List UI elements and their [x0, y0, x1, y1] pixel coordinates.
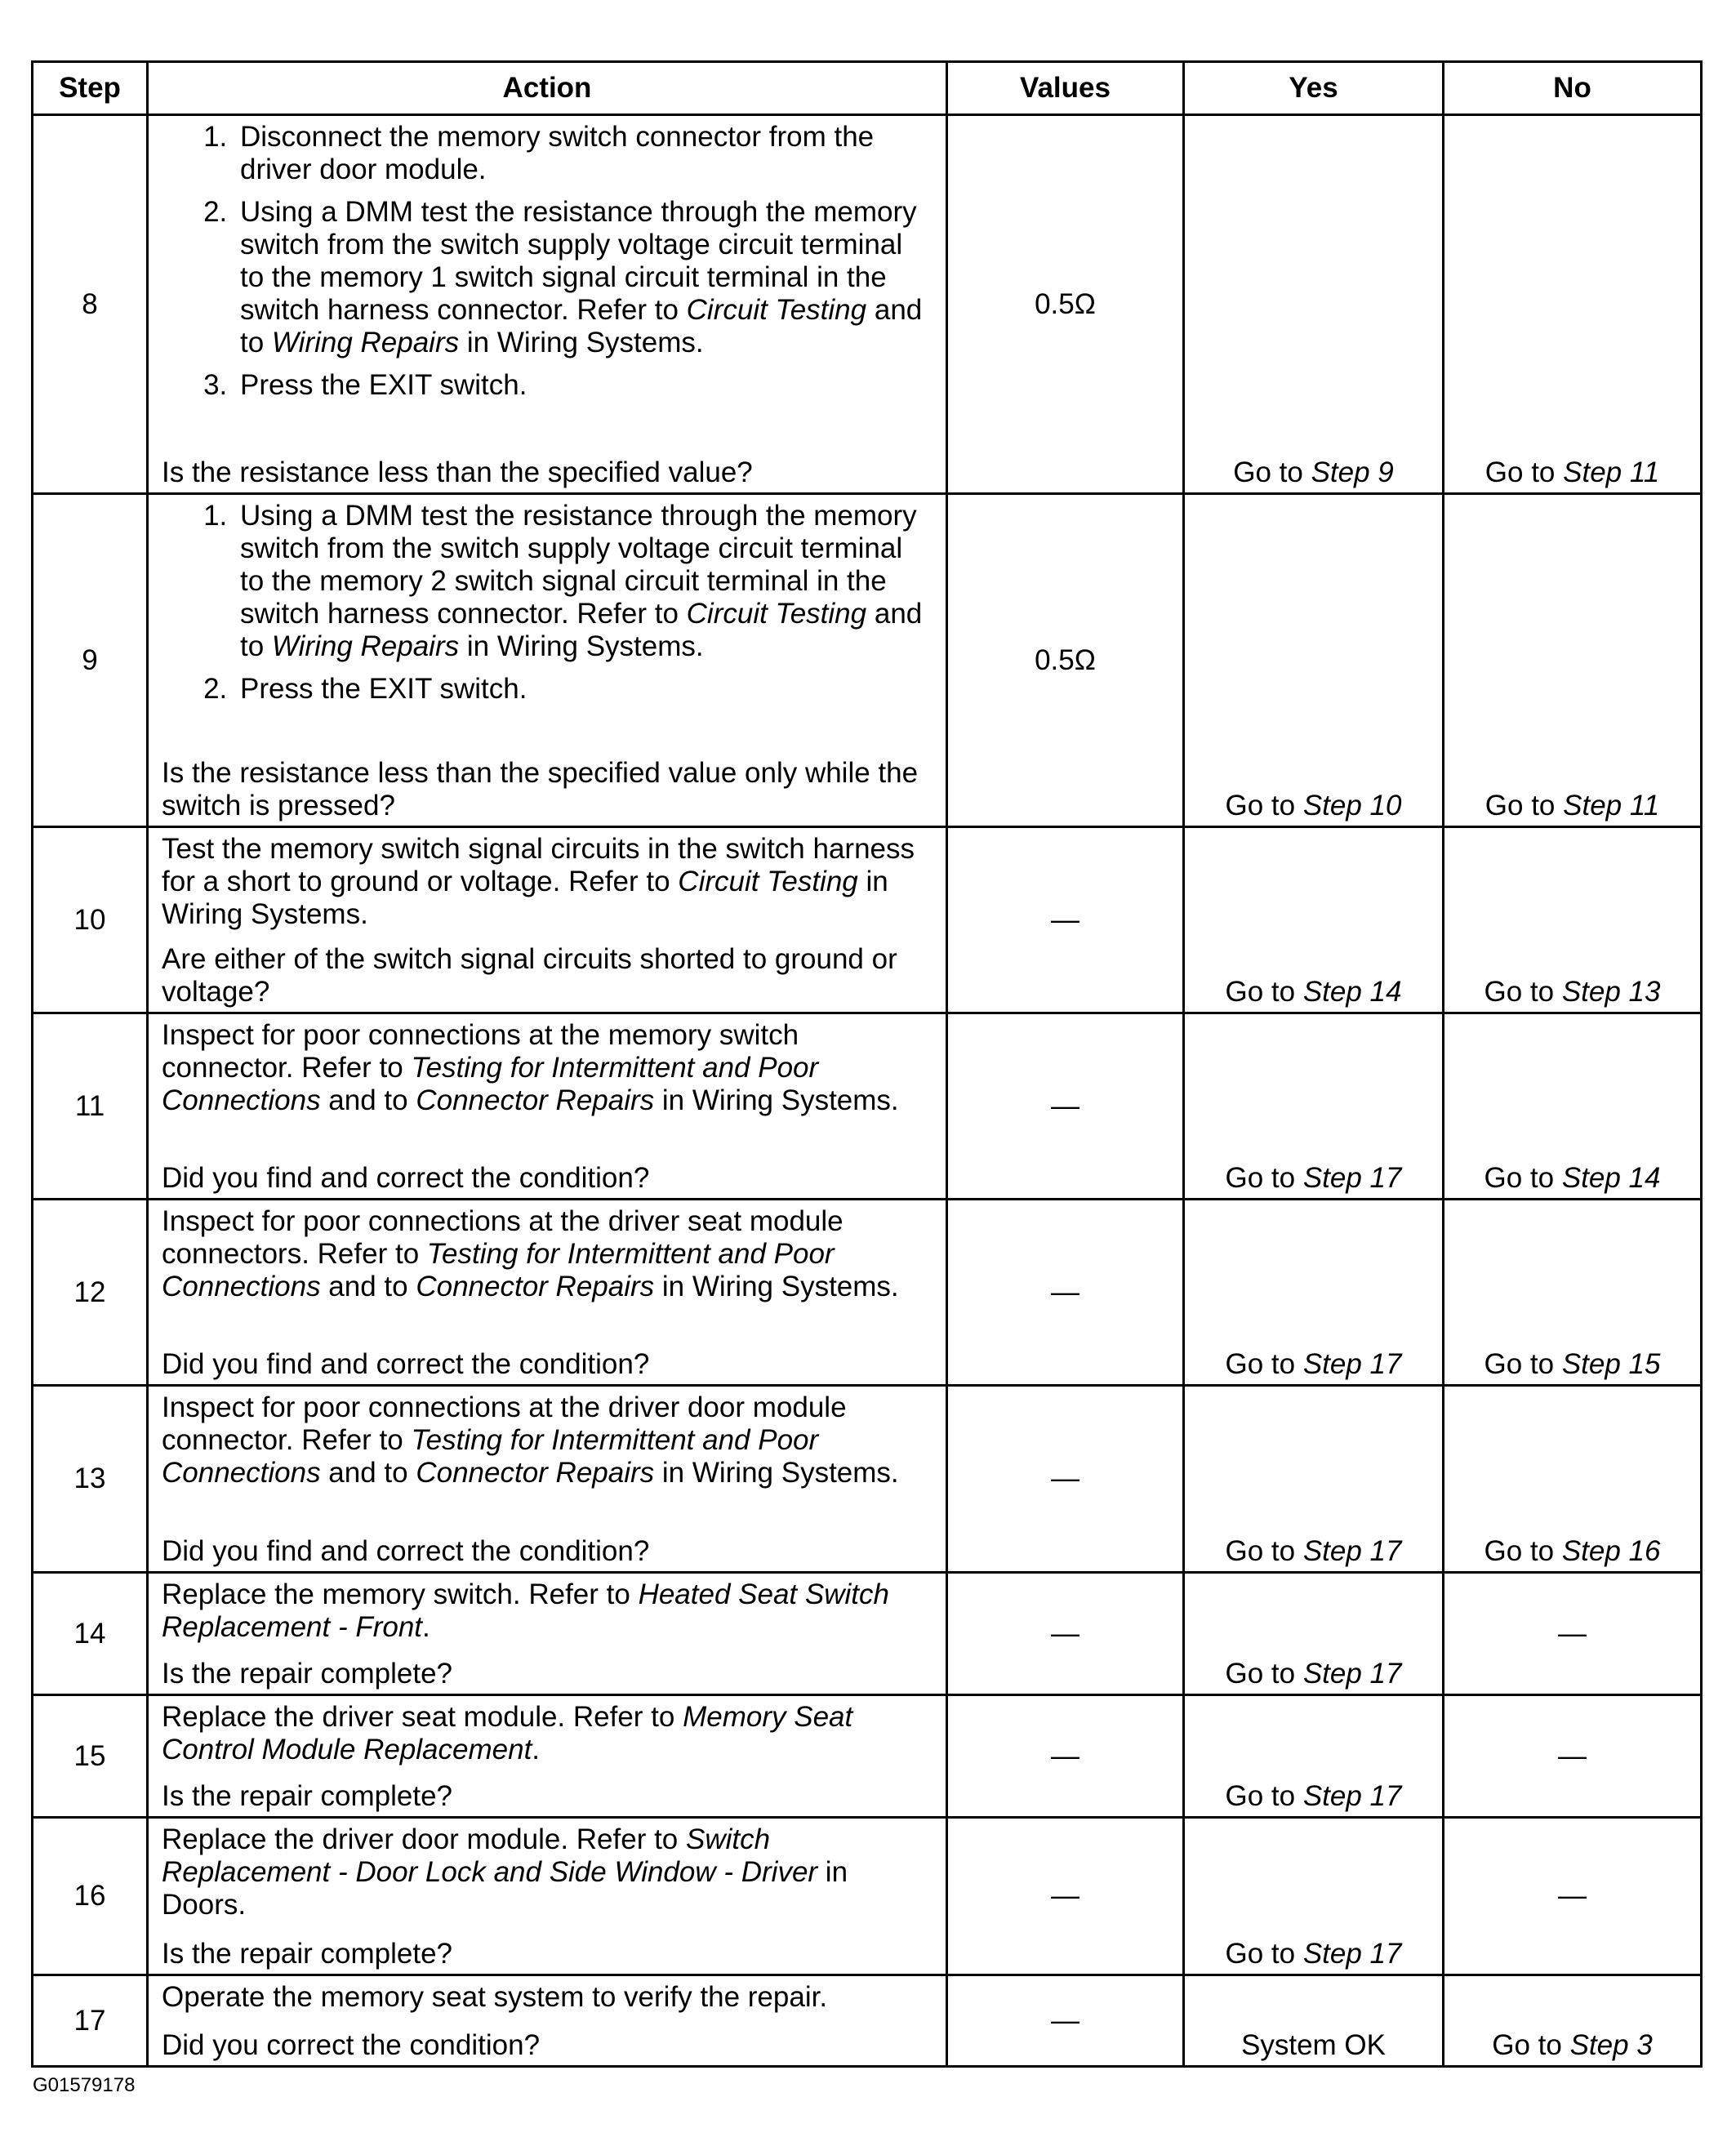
- action-content: [162, 121, 934, 489]
- text-run: in Wiring Systems.: [162, 866, 888, 930]
- action-question: Did you find and correct the condition?: [162, 1348, 650, 1380]
- no-result: [1444, 115, 1702, 494]
- reference-link-text: Step 14: [1302, 976, 1402, 1008]
- action-cell: [148, 1573, 947, 1695]
- text-run: Go to: [1484, 976, 1562, 1008]
- values-cell: —: [947, 827, 1184, 1013]
- action-cell: [148, 1975, 947, 2067]
- table-row: [33, 827, 1702, 1013]
- reference-link-text: Circuit Testing: [686, 294, 867, 326]
- reference-link-text: Circuit Testing: [678, 866, 858, 897]
- header-no: No: [1444, 62, 1702, 115]
- yes-result: [1184, 115, 1444, 494]
- yes-result: [1184, 1695, 1444, 1818]
- action-substeps: [162, 121, 934, 402]
- values-cell: —: [947, 1200, 1184, 1386]
- list-item: [235, 673, 934, 706]
- text-run: Press the EXIT switch.: [240, 673, 527, 705]
- table-body: [33, 115, 1702, 2067]
- text-run: and to: [320, 1084, 416, 1116]
- yes-result: [1184, 1200, 1444, 1386]
- text-run: and to: [240, 294, 923, 358]
- text-run: in Doors.: [162, 1856, 848, 1921]
- action-content: [162, 1823, 934, 1970]
- table-row: [33, 1695, 1702, 1818]
- reference-link-text: Memory Seat Control Module Replacement: [162, 1701, 853, 1765]
- action-content: [162, 1391, 934, 1568]
- header-values: Values: [947, 62, 1184, 115]
- action-instructions: [162, 1823, 934, 1938]
- action-text: [162, 1823, 934, 1921]
- reference-link-text: Step 11: [1563, 456, 1660, 488]
- action-instructions: [162, 1391, 934, 1535]
- no-result: [1444, 494, 1702, 827]
- no-result: [1444, 1975, 1702, 2067]
- no-result: —: [1444, 1818, 1702, 1975]
- values-cell: —: [947, 1975, 1184, 2067]
- action-cell: [148, 827, 947, 1013]
- text-run: Inspect for poor connections at the driver door module connector. Refer to: [162, 1391, 847, 1456]
- reference-link-text: Step 3: [1569, 2029, 1653, 2061]
- text-run: Go to: [1225, 1535, 1303, 1567]
- reference-link-text: Step 17: [1302, 1658, 1402, 1690]
- no-result: [1444, 1200, 1702, 1386]
- text-run: in Wiring Systems.: [654, 1457, 899, 1489]
- yes-result: [1184, 1975, 1444, 2067]
- reference-link-text: Step 15: [1561, 1348, 1661, 1380]
- values-cell: —: [947, 1818, 1184, 1975]
- action-instructions: [162, 1205, 934, 1348]
- action-text: [162, 1981, 934, 2014]
- no-result: —: [1444, 1573, 1702, 1695]
- text-run: Go to: [1225, 976, 1303, 1008]
- action-question: Did you correct the condition?: [162, 2029, 541, 2061]
- action-cell: [148, 1013, 947, 1200]
- text-run: Go to: [1225, 1780, 1303, 1812]
- text-run: Go to: [1233, 456, 1311, 488]
- text-run: Test the memory switch signal circuits in the switch harness for a short to ground or voltage. Refer to: [162, 833, 915, 897]
- text-run: Replace the memory switch. Refer to: [162, 1578, 639, 1610]
- action-cell: [148, 1386, 947, 1573]
- figure-id: G01579178: [33, 2074, 136, 2096]
- action-question: Is the resistance less than the specified value?: [162, 456, 753, 488]
- reference-link-text: Step 11: [1563, 790, 1660, 821]
- values-cell: —: [947, 1695, 1184, 1818]
- table-row: [33, 115, 1702, 494]
- action-cell: [148, 115, 947, 494]
- reference-link-text: Step 9: [1311, 456, 1394, 488]
- action-instructions: [162, 833, 934, 943]
- text-run: Go to: [1492, 2029, 1570, 2061]
- text-run: in Wiring Systems.: [654, 1271, 899, 1302]
- step-number: 10: [33, 827, 148, 1013]
- yes-result: [1184, 827, 1444, 1013]
- text-run: Replace the driver door module. Refer to: [162, 1823, 686, 1855]
- text-run: Press the EXIT switch.: [240, 369, 527, 401]
- table-row: [33, 1818, 1702, 1975]
- action-cell: [148, 1695, 947, 1818]
- text-run: System OK: [1241, 2029, 1386, 2061]
- action-content: [162, 1578, 934, 1690]
- text-run: Using a DMM test the resistance through the memory switch from the switch supply voltage circuit terminal to the memory 2 switch signal circuit terminal in the switch harness connector. Refer to: [240, 500, 917, 630]
- action-question: Is the resistance less than the specified value only while the switch is pressed?: [162, 757, 919, 821]
- step-number: 12: [33, 1200, 148, 1386]
- text-run: Go to: [1485, 456, 1564, 488]
- list-item: [235, 369, 934, 402]
- table-row: [33, 1573, 1702, 1695]
- list-item: [235, 196, 934, 359]
- text-run: and to: [240, 598, 923, 662]
- action-cell: [148, 494, 947, 827]
- text-run: .: [532, 1734, 541, 1765]
- header-step: Step: [33, 62, 148, 115]
- text-run: Go to: [1225, 1348, 1303, 1380]
- action-content: [162, 1981, 934, 2062]
- action-content: [162, 833, 934, 1008]
- text-run: and to: [320, 1271, 416, 1302]
- action-instructions: [162, 1578, 934, 1658]
- diagnostic-steps-table: [31, 60, 1703, 2068]
- action-instructions: [162, 1981, 934, 2029]
- text-run: in Wiring Systems.: [654, 1084, 899, 1116]
- action-instructions: [162, 121, 934, 456]
- action-question: Is the repair complete?: [162, 1780, 453, 1812]
- reference-link-text: Step 17: [1302, 1938, 1402, 1970]
- reference-link-text: Circuit Testing: [686, 598, 867, 630]
- reference-link-text: Step 14: [1561, 1162, 1661, 1194]
- yes-result: [1184, 1386, 1444, 1573]
- table-header-row: [33, 62, 1702, 115]
- reference-link-text: Testing for Intermittent and Poor Connections: [162, 1424, 819, 1489]
- values-cell: 0.5Ω: [947, 494, 1184, 827]
- no-result: —: [1444, 1695, 1702, 1818]
- reference-link-text: Testing for Intermittent and Poor Connections: [162, 1052, 819, 1116]
- reference-link-text: Heated Seat Switch Replacement - Front: [162, 1578, 889, 1643]
- values-cell: 0.5Ω: [947, 115, 1184, 494]
- step-number: 9: [33, 494, 148, 827]
- action-content: [162, 1701, 934, 1813]
- header-yes: Yes: [1184, 62, 1444, 115]
- no-result: [1444, 1013, 1702, 1200]
- text-run: Go to: [1484, 1535, 1562, 1567]
- action-cell: [148, 1818, 947, 1975]
- text-run: Replace the driver seat module. Refer to: [162, 1701, 683, 1733]
- reference-link-text: Step 13: [1561, 976, 1661, 1008]
- action-substeps: [162, 500, 934, 706]
- no-result: [1444, 827, 1702, 1013]
- reference-link-text: Step 17: [1302, 1348, 1402, 1380]
- reference-link-text: Connector Repairs: [416, 1084, 655, 1116]
- action-instructions: [162, 1701, 934, 1780]
- values-cell: —: [947, 1573, 1184, 1695]
- table-row: [33, 1386, 1702, 1573]
- table-row: [33, 494, 1702, 827]
- step-number: 8: [33, 115, 148, 494]
- text-run: Go to: [1225, 1162, 1303, 1194]
- text-run: and to: [320, 1457, 416, 1489]
- table-row: [33, 1200, 1702, 1386]
- text-run: Inspect for poor connections at the memory switch connector. Refer to: [162, 1019, 799, 1084]
- text-run: Go to: [1484, 1162, 1562, 1194]
- action-content: [162, 1205, 934, 1381]
- step-number: 15: [33, 1695, 148, 1818]
- step-number: 17: [33, 1975, 148, 2067]
- text-run: Using a DMM test the resistance through the memory switch from the switch supply voltage circuit terminal to the memory 1 switch signal circuit terminal in the switch harness connector. Refer to: [240, 196, 917, 326]
- action-question: Is the repair complete?: [162, 1658, 453, 1690]
- action-text: [162, 1701, 934, 1766]
- reference-link-text: Connector Repairs: [416, 1457, 655, 1489]
- action-text: [162, 1205, 934, 1303]
- reference-link-text: Connector Repairs: [416, 1271, 655, 1302]
- action-question: Are either of the switch signal circuits shorted to ground or voltage?: [162, 943, 897, 1008]
- action-text: [162, 833, 934, 931]
- table-row: [33, 1013, 1702, 1200]
- values-cell: —: [947, 1013, 1184, 1200]
- header-action: Action: [148, 62, 947, 115]
- text-run: .: [422, 1611, 430, 1643]
- reference-link-text: Step 16: [1561, 1535, 1661, 1567]
- text-run: in Wiring Systems.: [459, 630, 704, 662]
- text-run: Go to: [1484, 1348, 1562, 1380]
- text-run: Go to: [1225, 1938, 1303, 1970]
- text-run: Go to: [1485, 790, 1564, 821]
- list-item: [235, 121, 934, 186]
- action-text: [162, 1578, 934, 1644]
- reference-link-text: Wiring Repairs: [271, 327, 460, 358]
- reference-link-text: Wiring Repairs: [271, 630, 460, 662]
- yes-result: [1184, 1818, 1444, 1975]
- step-number: 14: [33, 1573, 148, 1695]
- reference-link-text: Switch Replacement - Door Lock and Side Window - Driver: [162, 1823, 818, 1888]
- action-content: [162, 500, 934, 822]
- yes-result: [1184, 1013, 1444, 1200]
- action-text: [162, 1019, 934, 1117]
- table-row: [33, 1975, 1702, 2067]
- list-item: [235, 500, 934, 663]
- text-run: Inspect for poor connections at the driver seat module connectors. Refer to: [162, 1205, 844, 1270]
- reference-link-text: Step 17: [1302, 1780, 1402, 1812]
- reference-link-text: Step 17: [1302, 1535, 1402, 1567]
- text-run: Go to: [1225, 1658, 1303, 1690]
- yes-result: [1184, 1573, 1444, 1695]
- step-number: 13: [33, 1386, 148, 1573]
- action-question: Is the repair complete?: [162, 1938, 453, 1970]
- no-result: [1444, 1386, 1702, 1573]
- action-question: Did you find and correct the condition?: [162, 1162, 650, 1194]
- action-instructions: [162, 500, 934, 757]
- action-text: [162, 1391, 934, 1489]
- text-run: Go to: [1225, 790, 1303, 821]
- reference-link-text: Testing for Intermittent and Poor Connections: [162, 1238, 835, 1302]
- action-cell: [148, 1200, 947, 1386]
- reference-link-text: Step 10: [1302, 790, 1402, 821]
- values-cell: —: [947, 1386, 1184, 1573]
- yes-result: [1184, 494, 1444, 827]
- action-instructions: [162, 1019, 934, 1162]
- action-content: [162, 1019, 934, 1195]
- text-run: in Wiring Systems.: [459, 327, 704, 358]
- step-number: 16: [33, 1818, 148, 1975]
- text-run: Operate the memory seat system to verify the repair.: [162, 1981, 828, 2013]
- reference-link-text: Step 17: [1302, 1162, 1402, 1194]
- step-number: 11: [33, 1013, 148, 1200]
- text-run: Disconnect the memory switch connector from the driver door module.: [240, 121, 875, 185]
- action-question: Did you find and correct the condition?: [162, 1535, 650, 1567]
